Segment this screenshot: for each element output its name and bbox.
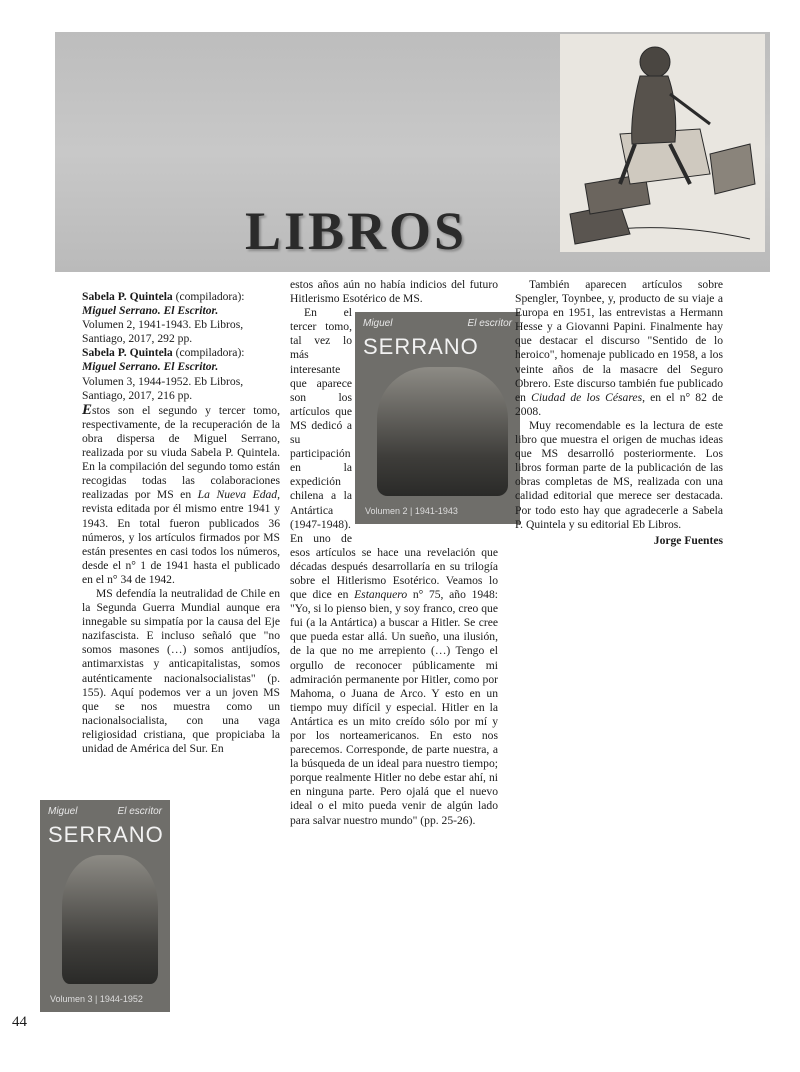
cover-subtitle: El escritor: [117, 806, 162, 817]
cover-subtitle: El escritor: [467, 318, 512, 329]
paragraph: [82, 403, 280, 587]
cover-surname: SERRANO: [363, 334, 479, 359]
page-number: 44: [12, 1014, 27, 1030]
book-cover-volume-3: [40, 800, 170, 1012]
cover-volume: Volumen 3 | 1944-1952: [50, 994, 143, 1004]
paragraph: [515, 278, 723, 419]
biblio-role: (compiladora):: [172, 290, 245, 303]
soldier-reading-icon: [560, 34, 765, 252]
text-run: , en el n° 82 de 2008.: [515, 390, 723, 418]
biblio-details: Volumen 3, 1944-1952. Eb Libros, Santiago, 2017, 216 pp.: [82, 374, 244, 402]
biblio-author: Sabela P. Quintela: [82, 290, 173, 303]
drop-cap: E: [82, 401, 93, 418]
header-banner: [55, 32, 770, 272]
cover-author-first: Miguel: [48, 806, 78, 817]
text-run: También aparecen artículos sobre Spengler, Toynbee, y, producto de su viaje a Europa en 1951, las entrevistas a Hermann Hesse y a Giovanni Papini. Finalmente hay que destacar el discurso "Sentido de lo heroico", homenaje publicado en 1958, a los veinte años de la masacre del Seguro Obrero. Este discurso también fue publicado en: [515, 278, 723, 404]
paragraph: estos años aún no había indicios del futuro Hitlerismo Esotérico de MS.: [290, 278, 498, 306]
review-signature: Jorge Fuentes: [653, 533, 723, 547]
cover-float-spacer: [352, 306, 498, 542]
biblio-work: Miguel Serrano. El Escritor.: [82, 360, 219, 374]
column-2: [290, 278, 498, 828]
section-title: LIBROS: [245, 201, 468, 261]
biblio-entry: [82, 290, 280, 403]
cover-volume: Volumen 2 | 1941-1943: [365, 506, 458, 516]
cover-header: [48, 806, 162, 817]
italic-title: Ciudad de los Césares: [531, 390, 643, 404]
biblio-author: Sabela P. Quintela: [82, 346, 173, 360]
cover-surname: SERRANO: [48, 822, 164, 847]
biblio-role: (compiladora):: [172, 346, 245, 360]
author-portrait-icon: [62, 855, 158, 984]
paragraph: Muy recomendable es la lectura de este libro que muestra el origen de muchas ideas que MS desarrolló posteriormente. Los libros forman parte de la publicación de las obras completas de MS, realizada con una calidad editorial que merece ser destacada. Por todo esto hay que agradecerle a Sabela P. Quintela y su editorial Eb Libros.: [515, 418, 723, 531]
column-3: [515, 278, 723, 548]
biblio-work: Miguel Serrano. El Escritor.: [82, 304, 219, 318]
paragraph: MS defendía la neutralidad de Chile en la Segunda Guerra Mundial aunque era innegable su simpatía por la causa del Eje nazifascista. E incluso señaló que "no somos masones (…) somos antijudíos, antimarxistas y anticapitalistas, somos auténticamente nacionalsocialistas" (p. 155). Aquí podemos ver a un joven MS que se nos muestra como un nacionalsocialista, con una vaga religiosidad cristiana, que propiciaba la unidad de América del Sur. En: [82, 586, 280, 755]
text-run: , revista editada por él mismo entre 1941 y 1943. En total fueron publicados 36 números, y los artículos firmados por MS están presentes en casi todos los números, desde el n° 1 de 1941 hasta el publicado en el n° 34 de 1942.: [82, 488, 280, 586]
paragraph: [290, 306, 498, 827]
text-run: En el tercer tomo, tal vez lo más interesante que aparece son los artículos que MS dedicó a su participación en la expedición chilena a la Antártica (1947-1948). En uno de esos artículos se hace una revelación que décadas después desarrollaría en su trilogía sobre el Hitlerismo Esotérico. Veamos lo que dice en: [290, 306, 498, 602]
italic-title: La Nueva Edad: [197, 488, 278, 502]
biblio-details: Volumen 2, 1941-1943. Eb Libros, Santiago, 2017, 292 pp.: [82, 318, 244, 346]
column-1: [82, 290, 280, 756]
engraving-illustration: [560, 34, 765, 252]
text-run: n° 75, año 1948: "Yo, si lo pienso bien, y soy franco, creo que fui (a la Antártica) a buscar a Hitler. Se cree que pueda estar allá. Un sueño, una ilusión, de la que no me arrepiento (…) Tengo el orgullo de reconocer públicamente mi admiración permanente por Hitler, como por Mahoma, o Juana de Arco. Y esto en un tiempo muy difícil y especial. Hitler en la Antártica es un mito creído sólo por mí y por los norteamericanos. En esto nos parecemos. Corresponde, de parte nuestra, a la búsqueda de un ideal para nuestro tiempo; porque realmente Hitler no debe estar ahí, ni en ninguna parte. Pero ojalá que el nuevo ideal o el mito pueda venir de algún lado para salvar nuestro mundo" (pp. 25-26).: [290, 588, 498, 827]
cover-author-first: Miguel: [363, 318, 393, 329]
text-run: stos son el segundo y tercer tomo, respectivamente, de la recuperación de la obra dispersa de Miguel Serrano, realizada por su viuda Sabela P. Quintela. En la compilación del segundo tomo están recogidas todas las colaboraciones realizadas por MS en: [82, 403, 280, 502]
italic-title: Estanquero: [354, 588, 408, 602]
